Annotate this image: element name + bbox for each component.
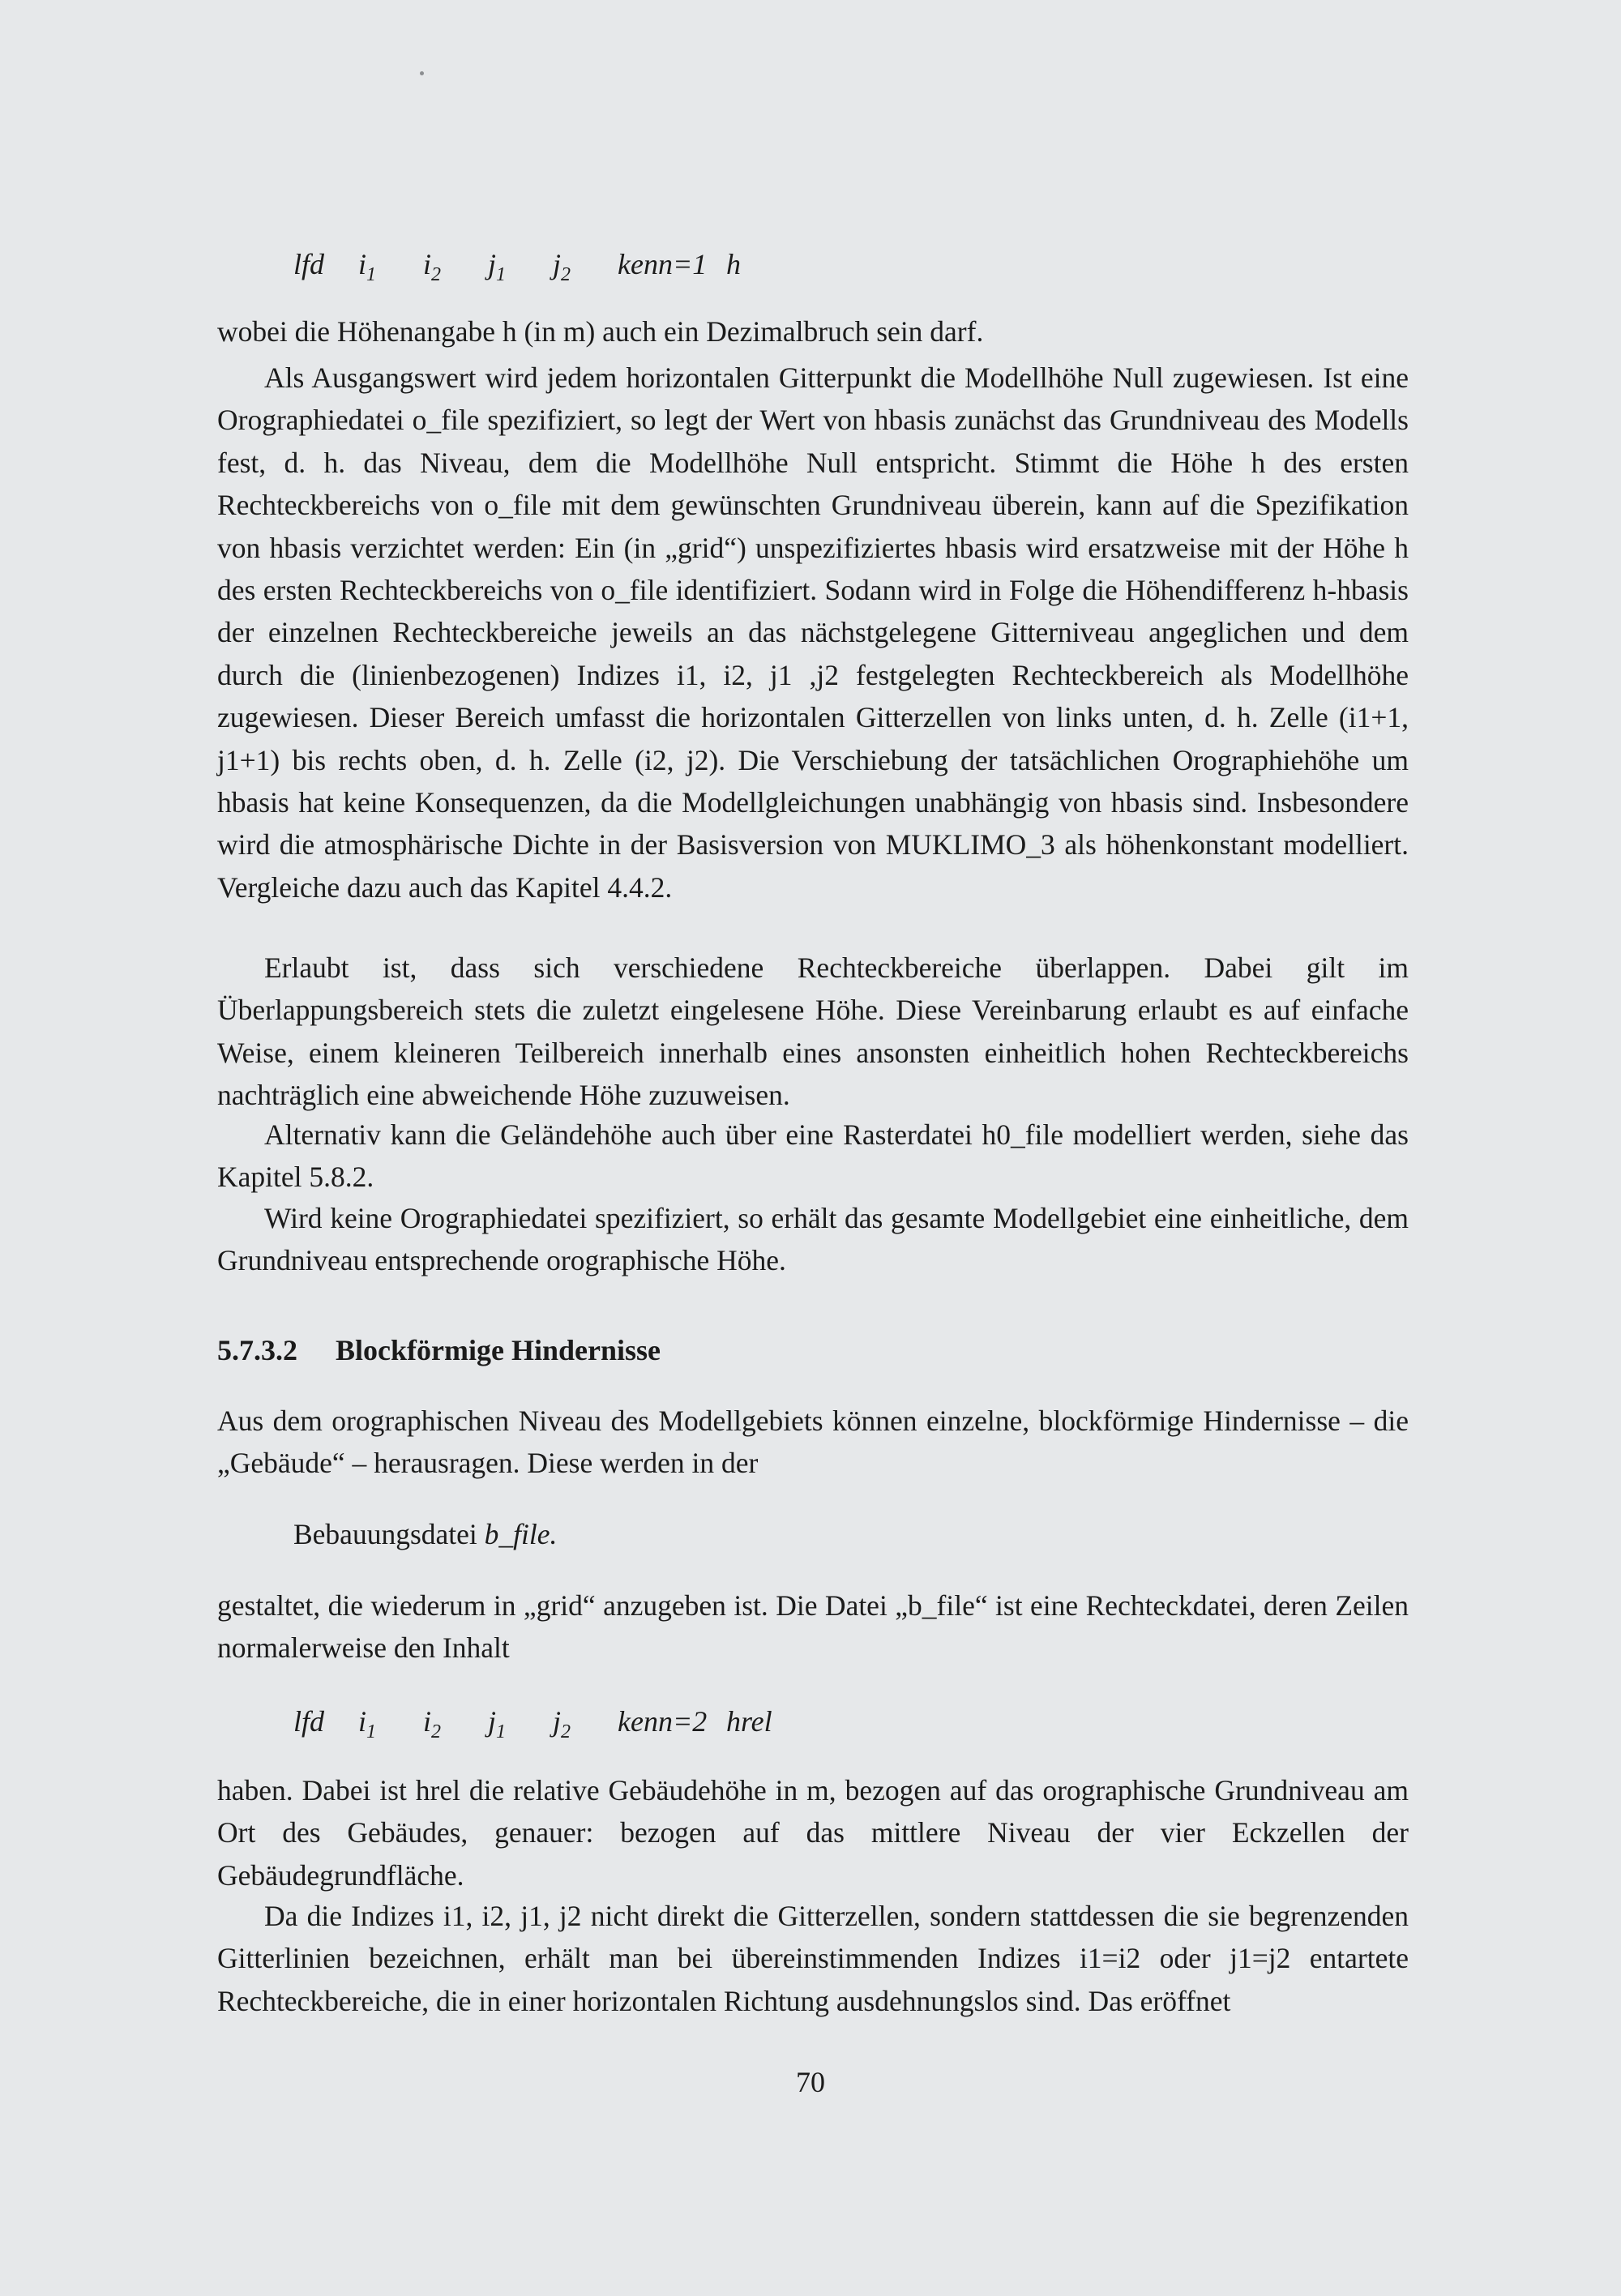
section-number: 5.7.3.2 (217, 1334, 297, 1366)
building-file-line (293, 1517, 557, 1551)
paragraph-base-height: Als Ausgangswert wird jedem horizontalen Gitterpunkt die Modellhöhe Null zugewiesen. Ist eine Orographiedatei o_file spezifiziert, so legt der Wert von hbasis zunächst das Grundniveau des Modells fest, d. h. das Niveau, dem die Modellhöhe Null entspricht. Stimmt die Höhe h des ersten Rechteckbereichs von o_file mit dem gewünschten Grundniveau überein, kann auf die Spezifikation von hbasis verzichtet werden: Ein (in „grid“) unspezifiziertes hbasis wird ersatzweise mit der Höhe h des ersten Rechteckbereichs von o_file identifiziert. Sodann wird in Folge die Höhendifferenz h-hbasis der einzelnen Rechteckbereiche jeweils an das nächstgelegene Gitterniveau angeglichen und dem durch die (linienbezogenen) Indizes i1, i2, j1 ,j2 festgelegten Rechteckbereich als Modellhöhe zugewiesen. Dieser Bereich umfasst die horizontalen Gitterzellen von links unten, d. h. Zelle (i1+1, j1+1) bis rechts oben, d. h. Zelle (i2, j2). Die Verschiebung der tatsächlichen Orographiehöhe um hbasis hat keine Konsequenzen, da die Modellgleichungen unabhängig von hbasis sind. Insbesondere wird die atmosphärische Dichte in der Basisversion von MUKLIMO_3 als höhenkonstant modelliert. Vergleiche dazu auch das Kapitel 4.4.2. (217, 361, 1409, 904)
formula-lfd: lfd (293, 1705, 325, 1738)
building-file-label: Bebauungsdatei (293, 1518, 477, 1550)
formula-j2: $j_2$ (553, 1705, 571, 1743)
paragraph-buildings-intro: Aus dem orographischen Niveau des Modellgebiets können einzelne, blockförmige Hindernisse – die „Gebäude“ – herausragen. Diese werden in der (217, 1405, 1409, 1480)
formula-i2: $i_2$ (423, 1705, 442, 1743)
formula-line-buildings (293, 1707, 772, 1742)
building-file-name: b_file. (484, 1518, 558, 1550)
page-number: 70 (796, 2066, 825, 2098)
scan-speck (420, 71, 424, 75)
paragraph-grid-file: gestaltet, die wiederum in „grid“ anzugeben ist. Die Datei „b_file“ ist eine Rechteckdatei, deren Zeilen normalerweise den Inhalt (217, 1589, 1409, 1665)
formula-kenn: kenn=1 (618, 248, 708, 280)
formula-i1: $i_1$ (358, 1705, 377, 1743)
formula-hrel: hrel (726, 1705, 772, 1738)
paragraph-overlap: Erlaubt ist, dass sich verschiedene Rechteckbereiche überlappen. Dabei gilt im Überlappungsbereich stets die zuletzt eingelesene Höhe. Diese Vereinbarung erlaubt es auf einfache Weise, einem kleineren Teilbereich innerhalb eines ansonsten einheitlich hohen Rechteckbereichs nachträglich eine abweichende Höhe zuzuweisen. (217, 951, 1409, 1112)
formula-j1: $j_1$ (488, 1705, 507, 1743)
section-heading (217, 1333, 661, 1367)
paragraph-height-note: wobei die Höhenangabe h (in m) auch ein Dezimalbruch sein darf. (217, 315, 984, 348)
paragraph-raster-alternative: Alternativ kann die Geländehöhe auch über eine Rasterdatei h0_file modelliert werden, siehe das Kapitel 5.8.2. (217, 1118, 1409, 1194)
formula-i1: $i_1$ (358, 248, 377, 286)
formula-kenn: kenn=2 (618, 1705, 708, 1738)
formula-j1: $j_1$ (488, 248, 507, 286)
formula-h: h (726, 248, 741, 280)
paragraph-hrel: haben. Dabei ist hrel die relative Gebäudehöhe in m, bezogen auf das orographische Grundniveau am Ort des Gebäudes, genauer: bezogen auf das mittlere Niveau der vier Eckzellen der Gebäudegrundfläche. (217, 1774, 1409, 1892)
formula-lfd: lfd (293, 248, 325, 280)
formula-i2: $i_2$ (423, 248, 442, 286)
formula-line-orography (293, 250, 741, 284)
paragraph-no-orography: Wird keine Orographiedatei spezifiziert, so erhält das gesamte Modellgebiet eine einheitliche, dem Grundniveau entsprechende orographische Höhe. (217, 1202, 1409, 1277)
paragraph-degenerate: Da die Indizes i1, i2, j1, j2 nicht direkt die Gitterzellen, sondern stattdessen die sie begrenzenden Gitterlinien bezeichnen, erhält man bei übereinstimmenden Indizes i1=i2 oder j1=j2 entartete Rechteckbereiche, die in einer horizontalen Richtung ausdehnungslos sind. Das eröffnet (217, 1900, 1409, 2017)
formula-j2: $j_2$ (553, 248, 571, 286)
section-title: Blockförmige Hindernisse (336, 1334, 661, 1366)
